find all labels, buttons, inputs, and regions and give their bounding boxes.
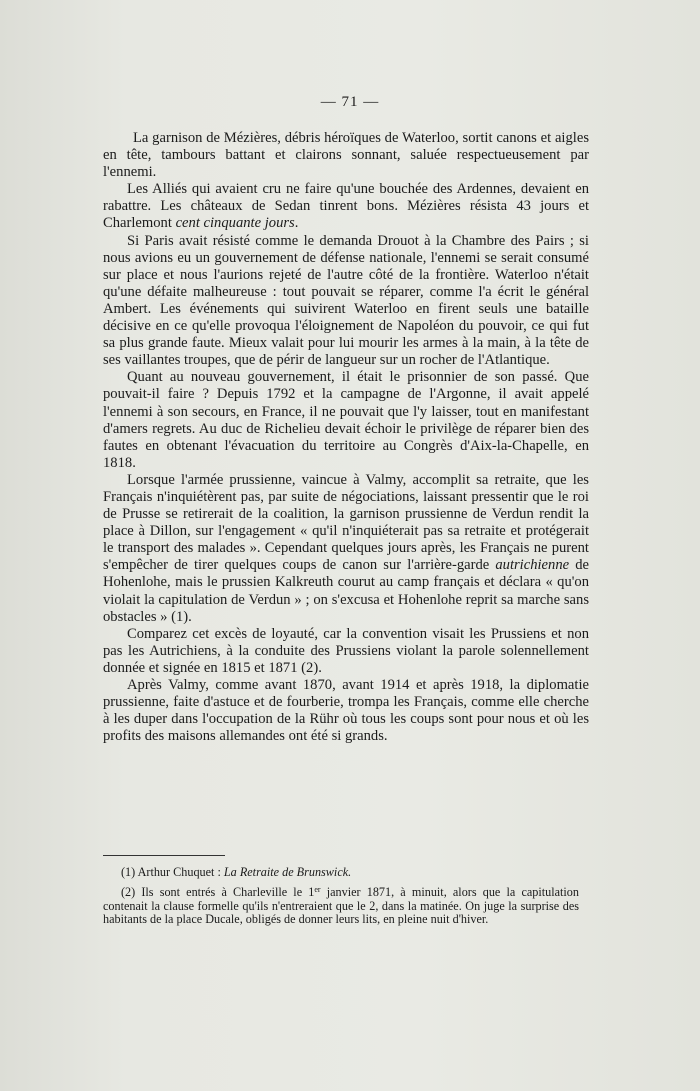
paragraph-3: Si Paris avait résisté comme le demanda Drouot à la Chambre des Pairs ; si nous avions eu un gouvernement de défense nationale, l'ennemi se serait consumé sur place et nous l'aurions rejeté de l'autre côté de la frontière. Waterloo n'était qu'une défaite malheureuse : tout pouvait se réparer, comme l'a écrit le général Ambert. Les événements qui suivirent Waterloo en firent seuls une bataille décisive en ce qu'elle provoqua l'éloignement de Napoléon du pouvoir, ce qui fut sa plus grande faute. Mieux valait pour lui mourir les armes à la main, à la tête de ses vaillantes troupes, que de périr de langueur sur un rocher de l'Atlantique. xyxy=(103,232,589,369)
footnote-1 xyxy=(103,866,579,879)
paragraph-5 xyxy=(103,472,589,626)
footnote-2-text-b: janvier 1871, à minuit, alors que la capitulation contenait la clause formelle qu'ils n'entreraient que le 2, dans la matinée. On juge la surprise des habitants de la place Ducale, obligés de donner leurs lits, en pleine nuit d'hiver. xyxy=(103,885,579,927)
paragraph-2-text: Les Alliés qui avaient cru ne faire qu'une bouchée des Ardennes, devaient en rabattre. Les châteaux de Sedan tinrent bons. Mézières résista 43 jours et Charlemont xyxy=(103,181,589,232)
paragraph-7: Après Valmy, comme avant 1870, avant 1914 et après 1918, la diplomatie prussienne, faite d'astuce et de fourberie, trompa les Français, comme elle cherche à les duper dans l'occupation de la Rühr où tous les coups sont pour nous et où les profits des maisons allemandes ont été si grands. xyxy=(103,677,589,745)
footnote-2-superscript: er xyxy=(314,885,321,895)
paragraph-6: Comparez cet excès de loyauté, car la convention visait les Prussiens et non pas les Autrichiens, à la conduite des Prussiens violant la parole solennellement donnée et signée en 1815 et 1871 (2). xyxy=(103,625,589,676)
paragraph-2: Les Alliés qui avaient cru ne faire qu'une bouchée des Ardennes, devaient en rabattre. Les châteaux de Sedan tinrent bons. Mézières résista 43 jours et Charlemont cent cinquante jours. xyxy=(103,181,589,232)
paragraph-4: Quant au nouveau gouvernement, il était le prisonnier de son passé. Que pouvait-il faire ? Depuis 1792 et la campagne de l'Argonne, il avait appelé l'ennemi à son secours, en France, il ne pouvait que l'y laisser, tout en manifestant d'amers regrets. Au duc de Richelieu devait échoir le privilège de réparer bien des fautes en obtenant l'évacuation du territoire au Congrès d'Aix-la-Chapelle, en 1818. xyxy=(103,369,589,471)
footnote-2-text-a: (2) Ils sont entrés à Charleville le 1 xyxy=(121,885,315,900)
italic-autrichienne: autrichienne xyxy=(495,557,570,574)
italic-cent-cinquante: cent cinquante jours xyxy=(175,215,295,232)
footnote-divider xyxy=(103,855,225,856)
footnotes xyxy=(103,866,579,927)
page-number: — 71 — xyxy=(320,94,380,110)
footnote-1-prefix: (1) Arthur Chuquet : xyxy=(121,865,224,879)
paragraph-5-tail: de Hohenlohe, mais le prussien Kalkreuth courut au camp français et déclara « qu'on violait la capitulation de Verdun » ; on s'excusa et Hohenlohe reprit sa marche sans obstacles » (1). xyxy=(103,557,589,625)
body-text xyxy=(103,130,589,745)
footnote-1-title: La Retraite de Brunswick. xyxy=(223,865,352,879)
paragraph-1: La garnison de Mézières, débris héroïques de Waterloo, sortit canons et aigles en tête, tambours battant et clairons sonnant, saluée respectueusement par l'ennemi. xyxy=(103,130,589,181)
paragraph-5-text: Lorsque l'armée prussienne, vaincue à Valmy, accomplit sa retraite, que les Français n'inquiétèrent pas, par suite de négociations, laissant pressentir que le roi de Prusse se retirerait de la coalition, la garnison prussienne de Verdun rendit la place à Dillon, sur l'engagement « qu'il n'inquiéterait pas sa retraite et protégerait le transport des malades ». Cependant quelques jours après, les Français ne purent s'empêcher de tirer quelques coups de canon sur l'arrière-garde xyxy=(103,471,589,574)
footnote-2 xyxy=(103,883,579,926)
